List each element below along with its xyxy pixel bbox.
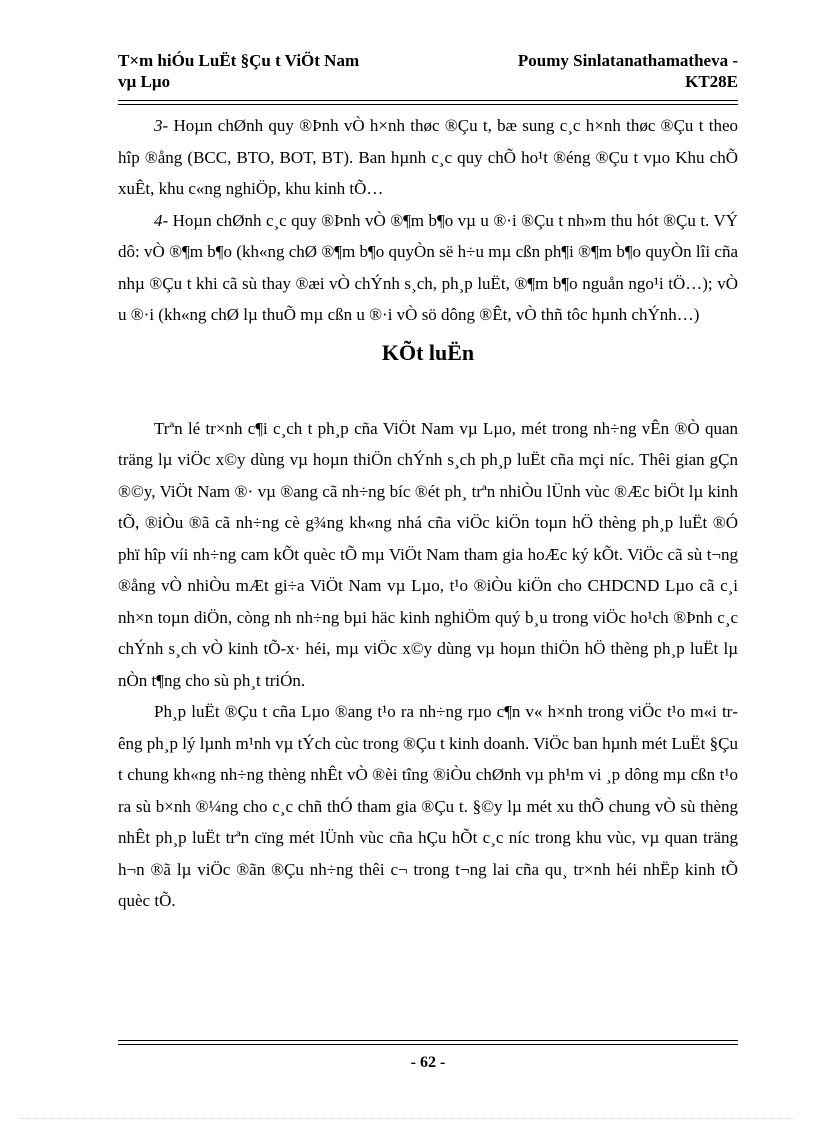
page-edge-dots: [20, 1118, 796, 1119]
paragraph-3-text: - Hoµn chØnh quy ®Þnh vÒ h×nh thøc ®Çu t, bæ sung c¸c h×nh thøc ®Çu t theo hîp ®ång (BCC, BTO, BOT, BT). Ban hµnh c¸c quy chÕ ho¹t ®éng ®Çu t vµo Khu chÕ xuÊt, khu c«ng nghiÖp, khu kinh tÕ…: [118, 116, 738, 198]
header-author-line1: Poumy Sinlatanathamatheva -: [517, 51, 738, 70]
page-number: - 62 -: [410, 1054, 446, 1071]
header-rule-thick: [118, 100, 738, 101]
conclusion-paragraph-1: Trªn lé tr×nh c¶i c¸ch t ph¸p cña ViÖt Nam vµ Lµo, mét trong nh÷ng vÊn ®Ò quan träng lµ viÖc x©y dùng vµ hoµn thiÖn chÝnh s¸ch ph¸p luËt cña mçi níc. Thêi gian gÇn ®©y, ViÖt Nam ®· vµ ®ang cã nh÷ng bíc ®ét ph¸ trªn nhiÒu lÜnh vùc ®Æc biÖt lµ kinh tÕ, ®iÒu ®ã cã nh÷ng cè g¾ng kh«ng nhá cña viÖc kiÖn toµn hÖ thèng ph¸p luËt ®Ó phï hîp víi nh÷ng cam kÕt quèc tÕ mµ ViÖt Nam tham gia hoÆc ký kÕt. ViÖc cã sù t¬ng ®ång vÒ nhiÒu mÆt gi÷a ViÖt Nam vµ Lµo, t¹o ®iÒu kiÖn cho CHDCND Lµo cã c¸i nh×n toµn diÖn, còng nh nh÷ng bµi häc kinh nghiÖm quý b¸u trong viÖc ho¹ch ®Þnh c¸c chÝnh s¸ch vÒ kinh tÕ-x· héi, mµ viÖc x©y dùng vµ hoµn thiÖn hÖ thèng ph¸p luËt lµ nÒn t¶ng cho sù ph¸t triÓn.: [118, 418, 738, 690]
page-header: [118, 50, 738, 96]
conclusion-paragraph-2: Ph¸p luËt ®Çu t cña Lµo ®ang t¹o ra nh÷ng rµo c¶n v« h×nh trong viÖc t¹o m«i trêng ph¸p lý lµnh m¹nh vµ tÝch cùc trong ®Çu t kinh doanh. ViÖc ban hµnh mét LuËt §Çu t chung kh«ng nh÷ng thèng nhÊt vÒ ®èi tîng ®iÒu chØnh vµ ph¹m vi ¸p dông mµ cßn t¹o ra sù b×nh ®¼ng cho c¸c chñ thÓ tham gia ®Çu t. §©y lµ mét xu thÕ chung vÒ sù thèng nhÊt ph¸p luËt trªn cïng mét lÜnh vùc cña hÇu hÕt c¸c níc trong khu vùc, vµ quan träng h¬n ®ã lµ viÖc ®ãn ®Çu nh÷ng thêi c¬ trong t¬ng lai cña qu¸ tr×nh héi nhËp kinh tÕ quèc tÕ.: [118, 702, 738, 910]
header-author: [438, 50, 738, 92]
header-title: [118, 50, 418, 92]
paragraph-3-number: 3: [154, 116, 163, 135]
conclusion-heading: KÕt luËn: [381, 339, 475, 365]
footer-rule-thick: [118, 1044, 738, 1045]
header-rule-thin: [118, 104, 738, 105]
header-title-line1: T×m hiÓu LuËt §Çu t ViÖt Nam: [118, 51, 360, 70]
header-title-line2: vµ Lµo: [118, 72, 171, 91]
paragraph-3: [118, 110, 738, 205]
header-author-line2: KT28E: [685, 72, 738, 91]
page-body: [118, 110, 738, 917]
footer-rule-thin: [118, 1040, 738, 1041]
paragraph-4-number: 4: [154, 210, 163, 230]
paragraph-4: [118, 205, 738, 331]
paragraph-4-text: - Hoµn chØnh c¸c quy ®Þnh vÒ ®¶m b¶o vµ u ®·i ®Çu t nh»m thu hót ®Çu t. VÝ dô: vÒ ®¶m b¶o (kh«ng chØ ®¶m b¶o quyÒn së h÷u mµ cßn ph¶i ®¶m b¶o quyÒn lîi cña nhµ ®Çu t khi cã sù thay ®æi vÒ chÝnh s¸ch, ph¸p luËt, ®¶m b¶o nguån ngo¹i tÖ…); vÒ u ®·i (kh«ng chØ lµ thuÕ mµ cßn u ®·i vÒ sö dông ®Êt, vÒ thñ tôc hµnh chÝnh…): [118, 210, 738, 324]
